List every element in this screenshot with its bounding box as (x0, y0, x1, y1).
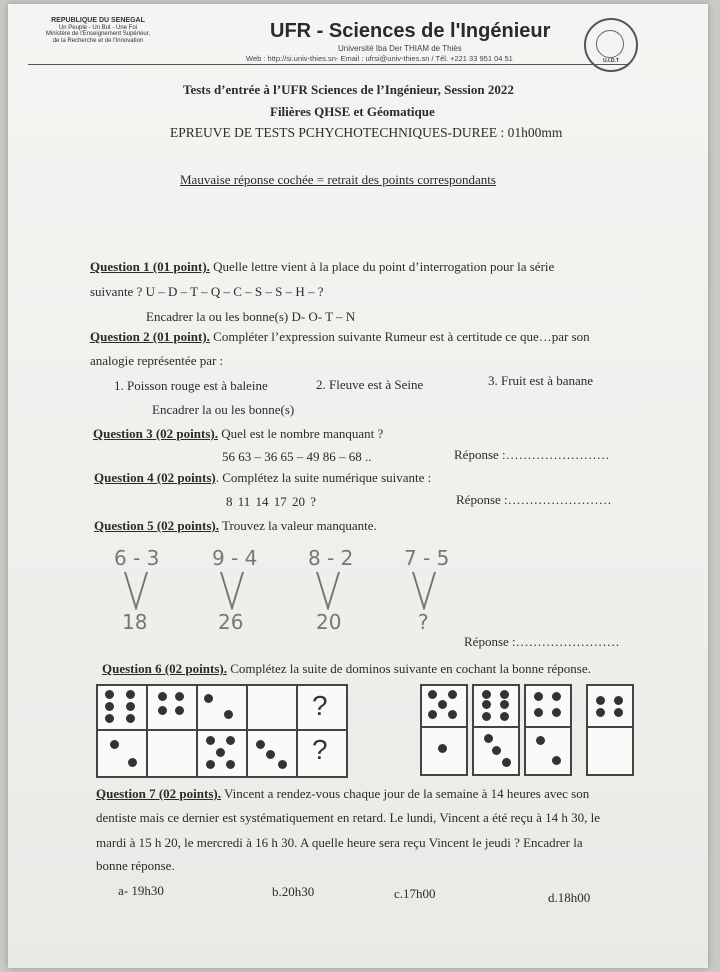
q1-choices: Encadrer la ou les bonne(s) D- O- T – N (146, 309, 356, 324)
domino-seq-5-unknown (296, 684, 348, 778)
q5-item-2-top: 9 - 4 (212, 546, 258, 570)
q2-line1 (90, 329, 590, 345)
q7-text1: Vincent a rendez-vous chaque jour de la semaine à 14 heures avec son (220, 786, 590, 801)
ministry-line-1: Ministère de l'Enseignement Supérieur, (45, 31, 151, 37)
q4-line (94, 470, 431, 486)
q3-heading: Question 3 (02 points). (93, 426, 218, 441)
q5-line (94, 518, 377, 534)
q2-instruction: Encadrer la ou les bonne(s) (152, 402, 295, 417)
q5-item-2-bottom: 26 (218, 610, 244, 634)
exam-title-line3: EPREUVE DE TESTS PCHYCHOTECHNIQUES-DUREE : 01h00mm (170, 125, 563, 140)
q2-line2: analogie représentée par : (90, 353, 224, 368)
question-mark-top: ? (312, 690, 328, 721)
q5-item-3-bottom: 20 (316, 610, 342, 634)
q3-text: Quel est le nombre manquant ? (217, 426, 384, 441)
q5-item-3-vee (314, 570, 342, 610)
q5-item-2-vee (218, 570, 246, 610)
q1-line1 (90, 259, 554, 275)
ufr-title: UFR - Sciences de l'Ingénieur (270, 20, 551, 42)
q4-series: 8 11 14 17 20 ? (226, 494, 317, 509)
domino-seq-4 (246, 684, 298, 778)
exam-sheet (8, 4, 708, 968)
q5-item-4-bottom: ? (418, 610, 429, 634)
q3-answer[interactable]: Réponse :…………………… (454, 447, 610, 462)
domino-answer-1[interactable] (420, 684, 468, 776)
q3-series: 56 63 – 36 65 – 49 86 – 68 .. (222, 449, 372, 464)
q7-line1 (96, 786, 589, 802)
question-mark-bottom: ? (312, 734, 328, 765)
warning-line: Mauvaise réponse cochée = retrait des points correspondants (180, 172, 496, 187)
university-name: Université Iba Der THIAM de Thiès (338, 44, 462, 53)
q4-heading: Question 4 (02 points) (94, 470, 216, 485)
domino-seq-3 (196, 684, 248, 778)
q2-option-1: 1. Poisson rouge est à baleine (114, 378, 268, 393)
q7-option-b[interactable]: b.20h30 (272, 884, 315, 899)
q2-heading: Question 2 (01 point). (90, 329, 210, 344)
q5-item-1-vee (122, 570, 150, 610)
q5-text: Trouvez la valeur manquante. (218, 518, 377, 533)
q7-line3: mardi à 15 h 20, le mercredi à 16 h 30. A quelle heure sera reçu Vincent le jeudi ? Encadrer la (96, 835, 583, 850)
q4-text: . Complétez la suite numérique suivante : (215, 470, 432, 485)
q1-heading: Question 1 (01 point). (90, 259, 210, 274)
domino-answer-4[interactable] (586, 684, 634, 776)
motto: Un Peuple - Un But - Une Foi (58, 24, 138, 31)
exam-title-line1: Tests d’entrée à l’UFR Sciences de l’Ingénieur, Session 2022 (183, 82, 514, 97)
q6-line (102, 661, 591, 677)
q2-text: Compléter l’expression suivante Rumeur est à certitude ce que…par son (209, 329, 590, 344)
q3-line (93, 426, 383, 442)
q7-line2: dentiste mais ce dernier est systématiquement en retard. Le lundi, Vincent a été reçu à 14 h 30, le (96, 810, 600, 825)
exam-title-line2: Filières QHSE et Géomatique (270, 104, 435, 119)
q5-item-4-top: 7 - 5 (404, 546, 450, 570)
q1-series: suivante ? U – D – T – Q – C – S – S – H – ? (90, 284, 324, 299)
q6-heading: Question 6 (02 points). (102, 661, 227, 676)
header-divider (28, 64, 628, 65)
q5-heading: Question 5 (02 points). (94, 518, 219, 533)
q7-option-c[interactable]: c.17h00 (394, 886, 436, 901)
q5-answer[interactable]: Réponse :…………………… (464, 634, 620, 649)
contact-line: Web : http://si.univ-thies.sn- Email : ufrsi@univ-thies.sn / Tél. +221 33 951 04 51 (246, 54, 513, 63)
domino-seq-1 (96, 684, 148, 778)
domino-seq-2 (146, 684, 198, 778)
q7-option-a[interactable]: a- 19h30 (118, 883, 164, 898)
q5-item-4-vee (410, 570, 438, 610)
republic-title: REPUBLIQUE DU SENEGAL (51, 17, 145, 24)
q7-option-d[interactable]: d.18h00 (548, 890, 591, 905)
ministry-line-2: de la Recherche et de l'Innovation (52, 37, 144, 44)
q4-answer[interactable]: Réponse :…………………… (456, 492, 612, 507)
seal-text: U.I.D.T (603, 58, 619, 64)
q2-option-2: 2. Fleuve est à Seine (316, 377, 424, 392)
q5-item-1-top: 6 - 3 (114, 546, 160, 570)
q2-option-3: 3. Fruit est à banane (488, 373, 594, 388)
q7-line4: bonne réponse. (96, 858, 175, 873)
q7-heading: Question 7 (02 points). (96, 786, 221, 801)
domino-answer-3[interactable] (524, 684, 572, 776)
q1-text: Quelle lettre vient à la place du point d’interrogation pour la série (209, 259, 555, 274)
domino-answer-2[interactable] (472, 684, 520, 776)
university-seal-icon (584, 18, 638, 72)
q6-text: Complétez la suite de dominos suivante en cochant la bonne réponse. (226, 661, 591, 676)
republic-block (28, 18, 168, 44)
q5-item-1-bottom: 18 (122, 610, 148, 634)
q5-item-3-top: 8 - 2 (308, 546, 354, 570)
